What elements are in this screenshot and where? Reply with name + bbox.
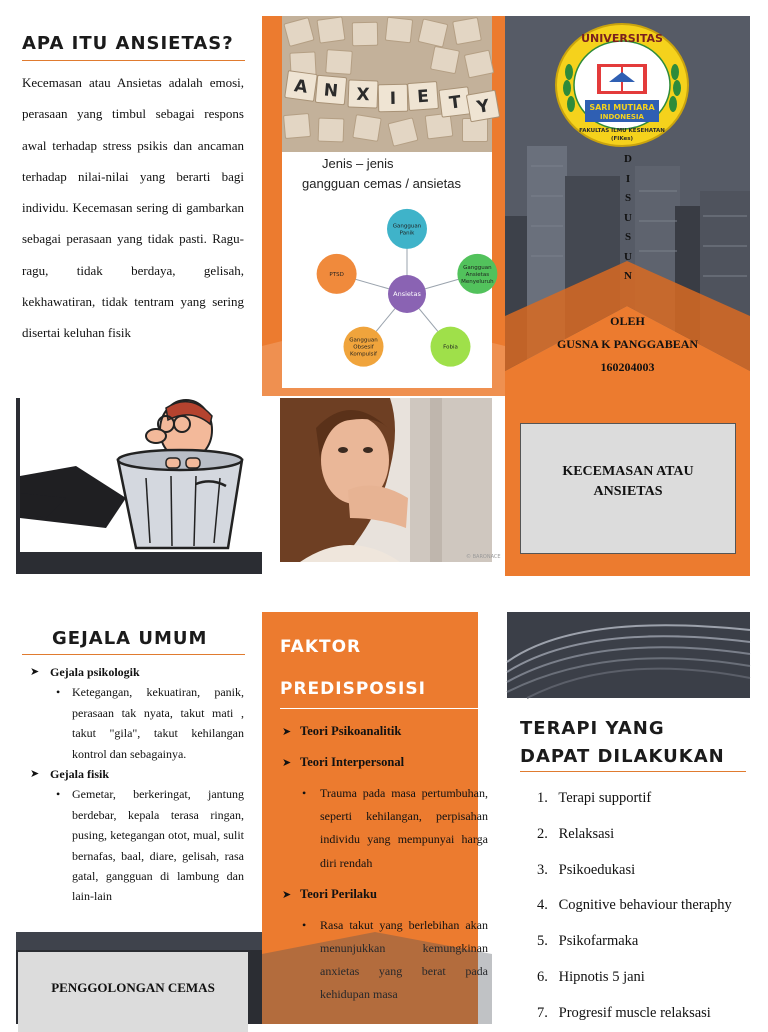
anxiety-types-diagram: [282, 152, 492, 388]
disusun-letter: S: [624, 231, 632, 243]
logo-faculty-abbr: (FIKes): [611, 136, 633, 142]
therapy-item: 5. Psikofarmaka: [537, 933, 639, 950]
cover-title-line2: ANSIETAS: [593, 484, 663, 499]
anxiety-letter-tile: X: [348, 79, 379, 108]
diagram-title-line1: Jenis – jenis: [322, 156, 394, 171]
mind-map-node-label: Gangguan: [463, 264, 492, 271]
cover-title-line1: KECEMASAN ATAU: [562, 464, 694, 479]
man-in-trash-can-illustration: [16, 398, 262, 574]
letter-tile: [387, 117, 418, 147]
oleh-label: OLEH: [610, 314, 645, 328]
letter-tile: [464, 50, 494, 79]
theory-text: • Trauma pada masa pertumbuhan, seperti kehilangan, perpisahan individu yang mempunyai harga diri rendah: [282, 782, 488, 875]
anxiety-letter-tile: E: [407, 81, 439, 111]
theory-heading: ➤ Teori Psikoanalitik: [282, 716, 488, 747]
theory-heading: ➤ Teori Perilaku: [282, 879, 488, 910]
mind-map: [282, 192, 492, 388]
classification-panel: [16, 932, 262, 1024]
therapy-title-line2: DAPAT DILAKUKAN: [520, 746, 725, 767]
letter-tile: [352, 114, 381, 142]
therapy-list: [537, 781, 757, 1032]
therapy-item: 1. Terapi supportif: [537, 790, 652, 806]
logo-faculty: FAKULTAS ILMU KESEHATAN: [579, 128, 665, 134]
author-block: [505, 310, 750, 379]
theory-heading: ➤ Teori Interpersonal: [282, 747, 488, 778]
letter-tile: [430, 46, 460, 75]
therapy-item: 3. Psikoedukasi: [537, 861, 636, 878]
therapy-item: 4. Cognitive behaviour theraphy: [537, 897, 732, 914]
mind-map-node-label: Panik: [399, 230, 415, 237]
anxiety-letter-tile: Y: [466, 90, 500, 123]
letter-tile: [283, 17, 314, 47]
disusun-letter: N: [624, 270, 632, 282]
anxiety-definition-paragraph: Kecemasan atau Ansietas adalah emosi, perasaan yang timbul sebagai respons awal terhadap stress psikis dan ancaman terhadap nilai-nilai yang berarti bagi individu. Kecemasan sering di gambarkan sebagai perasaan yang tidak pasti. Ragu-ragu, tidak berdaya, gelisah, kekhawatiran, tidak tentram yang sering disertai keluhan fisik: [22, 75, 244, 341]
mind-map-node-label: Ansietas: [465, 271, 490, 278]
disusun-letter: U: [624, 250, 632, 263]
therapy-item: 6. Hipnotis 5 jani: [537, 968, 645, 985]
chevron-decoration: [262, 932, 492, 1024]
letter-tile: [352, 22, 378, 46]
predisposition-title-line1: FAKTOR: [280, 637, 362, 657]
letter-tile: [325, 49, 353, 75]
symptom-group-heading: ➤ Gejala psikologik: [30, 662, 244, 682]
cover-panel: [505, 16, 750, 576]
disusun-letter: U: [624, 211, 632, 224]
title-underline: [22, 654, 245, 655]
symptom-group-text: • Ketegangan, kekuatiran, panik, perasaan tak nyata, takut mati , takut "gila", takut kehilangan kontrol dan sebagainya.: [30, 682, 244, 764]
mind-map-node-label: Obsesif: [353, 344, 374, 351]
symptom-list: [30, 662, 244, 907]
mind-map-node-label: Gangguan: [392, 223, 422, 230]
therapy-item: 7. Progresif muscle relaksasi: [537, 1004, 711, 1021]
letter-tile: [452, 17, 482, 45]
cover-title-box: [520, 423, 736, 554]
title-underline: [520, 771, 746, 772]
anxiety-letter-tile: A: [284, 70, 318, 102]
disusun-vertical-text: [622, 150, 634, 287]
logo-name-line1: SARI MUTIARA: [589, 103, 655, 112]
logo-arc-text: UNIVERSITAS: [581, 32, 663, 45]
anxious-woman-photo: [280, 398, 501, 562]
anxiety-letter-tile: T: [438, 86, 471, 117]
logo-name-line2: INDONESIA: [600, 113, 644, 121]
predisposition-title-line2: PREDISPOSISI: [280, 679, 426, 699]
mind-map-node-label: Fobia: [443, 344, 458, 351]
symptom-group-text: • Gemetar, berkeringat, jantung berdebar, kepala terasa ringan, pusing, ketegangan otot, mual, sulit bernafas, baal, diare, gelisah, rasa gatal, gangguan di lambung dan lain-lain: [30, 784, 244, 906]
photo-watermark: © BARONACE: [466, 554, 501, 560]
therapy-title-line1: TERAPI YANG: [520, 718, 665, 739]
symptom-group-heading: ➤ Gejala fisik: [30, 764, 244, 784]
mind-map-center-label: Ansietas: [393, 290, 421, 298]
section-title-general-symptoms: GEJALA UMUM: [52, 628, 208, 649]
letter-tile: [318, 118, 345, 143]
anxiety-letter-tile: N: [315, 75, 347, 106]
title-underline: [22, 60, 245, 61]
university-logo: [551, 20, 693, 150]
mind-map-node-label: Kompulsif: [350, 351, 377, 358]
anxiety-types-panel: [262, 16, 505, 396]
disusun-letter: S: [624, 192, 632, 204]
mind-map-node-label: Menyeluruh: [461, 278, 494, 285]
cartoon-image: [16, 398, 262, 574]
letter-tile: [316, 16, 345, 43]
woman-portrait: [280, 398, 501, 562]
author-nim: 160204003: [600, 360, 655, 374]
section-title-what-is-anxiety: APA ITU ANSIETAS?: [22, 33, 234, 54]
letter-tile: [418, 18, 449, 47]
anxiety-letter-tile: I: [378, 84, 408, 113]
mind-map-node-label: Gangguan: [349, 337, 378, 344]
classification-box: PENGGOLONGAN CEMAS: [18, 952, 248, 1032]
therapy-item: 2. Relaksasi: [537, 825, 615, 842]
anxiety-tiles-image: [282, 16, 492, 152]
letter-tile: [283, 113, 311, 139]
wave-facade-pattern: [507, 612, 750, 698]
diagram-title-line2: gangguan cemas / ansietas: [302, 176, 461, 191]
architecture-image: [507, 612, 750, 698]
theory-text: • Rasa takut yang berlebihan akan menunjukkan kemungkinan anxietas yang berat pada kehidupan masa: [282, 914, 488, 1007]
title-underline: [280, 708, 490, 709]
mind-map-node-label: PTSD: [329, 271, 344, 278]
letter-tile: [385, 17, 413, 44]
disusun-letter: D: [624, 153, 632, 165]
disusun-letter: I: [625, 172, 631, 185]
author-name: GUSNA K PANGGABEAN: [556, 337, 699, 351]
